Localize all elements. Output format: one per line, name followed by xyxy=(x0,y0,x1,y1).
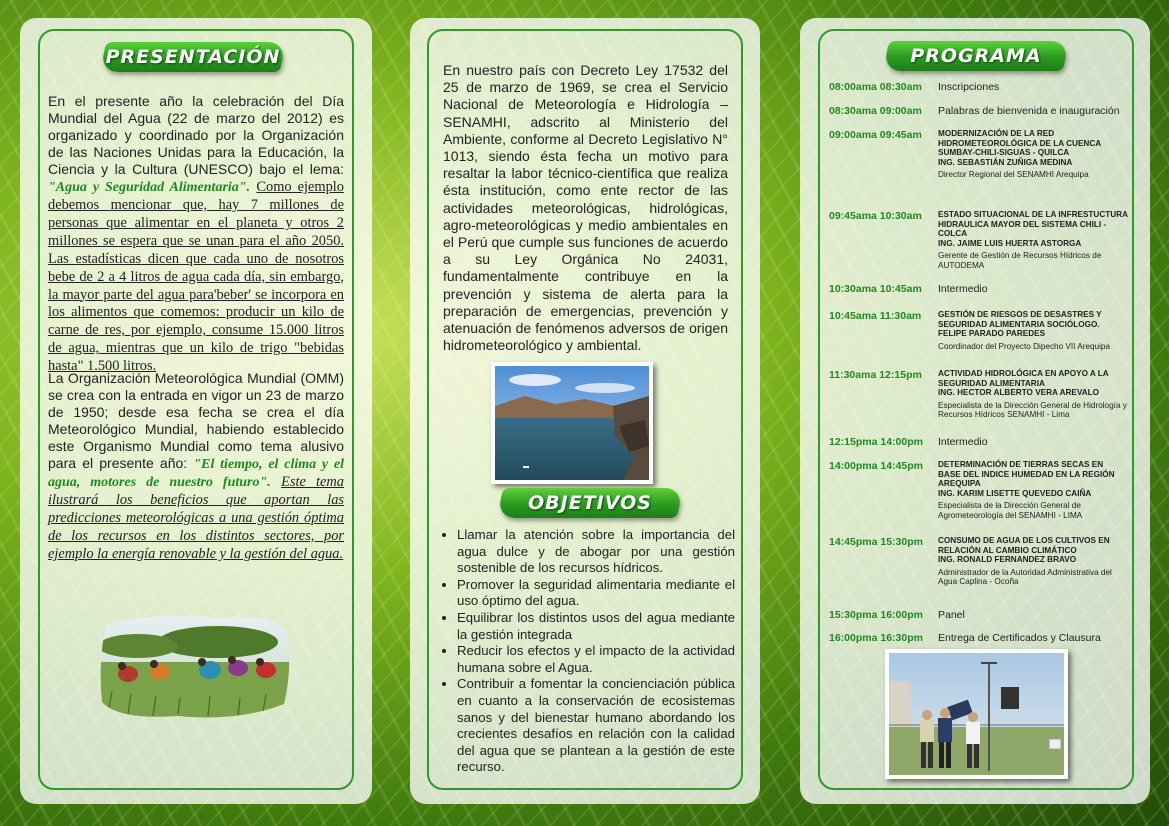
schedule-time: 09:45ama 10:30am xyxy=(829,210,922,222)
objective-item: • Contribuir a fomentar la concienciación pública en cuanto a la conservación de ecosistemas sanos y del bienestar humano abordando los crecientes desafíos en relación con la calidad del agua que se plantean a la gestión de este recurso. xyxy=(457,676,735,776)
objective-item: • Promover la seguridad alimentaria mediante el uso óptimo del agua. xyxy=(457,577,735,610)
senamhi-paragraph: En nuestro país con Decreto Ley 17532 del 25 de marzo de 1969, se crea el Servicio Nacional de Meteorología e Hidrología – SENAMHI, adscrito al Ministerio del Ambiente, conforme al Decreto Legislativo N° 1013, siendo ésta fecha un motivo para resaltar la labor técnico-científica que realiza ésta institución, como ente rector de las actividades meteorológicas, hidrológicas, agro-meteorológicas y medio ambientales en el Perú que cumple sus funciones de acuerdo a su Ley Orgánica No 24031, fundamentalmente contribuye en la prevención y sistema de alerta para la preparación de emergencias, prevención y atenuación de fenómenos adversos de origen hidrometeorológico y ambiental. xyxy=(443,62,728,354)
presentacion-motto: "Agua y Seguridad Alimentaria". xyxy=(48,180,251,195)
schedule-time: 08:00ama 08:30am xyxy=(829,81,922,93)
objective-item: • Reducir los efectos y el impacto de la actividad humana sobre el Agua. xyxy=(457,643,735,676)
schedule-time: 09:00ama 09:45am xyxy=(829,129,922,141)
presentacion-banner xyxy=(100,42,286,72)
omm-intro-text: La Organización Meteorológica Mundial (OMM) se crea con la entrada en vigor un 23 de marzo de 1950; desde esa fecha se crea el día Meteorológico Mundial, habiendo establecido este Organismo Mundial como tema alusivo para el presente año: xyxy=(48,370,344,471)
schedule-time: 12:15pma 14:00pm xyxy=(829,436,923,448)
schedule-activity: Intermedio xyxy=(938,436,988,448)
speaker-name: ING. SEBASTIÁN ZUÑIGA MEDINA xyxy=(938,157,1073,167)
objetivos-banner xyxy=(497,488,683,518)
programa-banner xyxy=(883,41,1069,71)
programa-heading: PROGRAMA xyxy=(910,45,1042,67)
lake-reservoir-photo xyxy=(491,362,653,484)
talk-title: ESTADO SITUACIONAL DE LA INFRESTUCTURA HIDRAULICA MAYOR DEL SISTEMA CHILI - COLCA xyxy=(938,210,1128,239)
objectives-list xyxy=(432,527,735,776)
objetivos-heading: OBJETIVOS xyxy=(528,492,652,514)
speaker-name: ING. RONALD FERNANDEZ BRAVO xyxy=(938,555,1077,565)
talk-title: MODERNIZACIÓN DE LA RED HIDROMETEOROLÓGICA DE LA CUENCA SUMBAY-CHILI-SIGUAS - QUILCA xyxy=(938,129,1101,158)
speaker-name: ING. JAIME LUIS HUERTA ASTORGA xyxy=(938,238,1082,248)
objective-item: • Llamar la atención sobre la importancia del agua dulce y de abogar por una gestión sostenible de los recursos hídricos. xyxy=(457,527,735,577)
talk-title: ACTIVIDAD HIDROLÓGICA EN APOYO A LA SEGURIDAD ALIMENTARIA xyxy=(938,369,1109,388)
talk-title: GESTIÓN DE RIESGOS DE DESASTRES Y SEGURIDAD ALIMENTARIA SOCIÓLOGO. FELIPE PARADO PAREDES xyxy=(938,310,1102,339)
schedule-time: 15:30pma 16:00pm xyxy=(829,609,923,621)
schedule-time: 10:30ama 10:45am xyxy=(829,283,922,295)
farmers-rice-field-photo xyxy=(98,612,292,722)
presentacion-heading: PRESENTACIÓN xyxy=(105,46,281,68)
schedule-time: 08:30ama 09:00am xyxy=(829,105,922,117)
presentacion-intro-text: En el presente año la celebración del Día Mundial del Agua (22 de marzo del 2012) es organizado y coordinado por la Organización de las Naciones Unidas para la Educación, la Ciencia y la Cultura (UNESCO) bajo el lema: xyxy=(48,93,344,177)
talk-title: DETERMINACIÓN DE TIERRAS SECAS EN BASE DEL INDICE HUMEDAD EN LA REGIÓN AREQUIPA xyxy=(938,460,1115,489)
presentacion-water-facts: Como ejemplo debemos mencionar que, hay 7 millones de personas que alimentar en el planeta y otros 2 millones se espera que se unan para el año 2050. Las estadísticas dicen que cada uno de nosotros bebe de 2 a 4 litros de agua cada día, sin embargo, la mayor parte del agua para'beber' se incorpora en los alimentos que comemos: producir un kilo de carne de res, por ejemplo, consume 15.000 litros de agua, mientras que un kilo de trigo "bebidas hasta" 1.500 litros. xyxy=(48,179,344,375)
speaker-role: Especialista de la Dirección General de Agrometeorología del SENAMHI - LIMA xyxy=(938,501,1083,520)
schedule-time: 11:30ama 12:15pm xyxy=(829,369,922,381)
talk-title: CONSUMO DE AGUA DE LOS CULTIVOS EN RELACIÓN AL CAMBIO CLIMÁTICO xyxy=(938,536,1110,555)
schedule-activity: Intermedio xyxy=(938,283,988,295)
speaker-role: Director Regional del SENAMHI Arequipa xyxy=(938,170,1089,180)
schedule-time: 10:45ama 11:30am xyxy=(829,310,922,322)
omm-motto: "El tiempo, el clima y el agua, motores de nuestro futuro". xyxy=(48,457,345,490)
speaker-name: ING. KARIM LISETTE QUEVEDO CAIÑA xyxy=(938,488,1092,498)
schedule-time: 14:00pma 14:45pm xyxy=(829,460,923,472)
schedule-activity: Panel xyxy=(938,609,965,621)
schedule-activity: Entrega de Certificados y Clausura xyxy=(938,632,1101,644)
schedule-activity: Inscripciones xyxy=(938,81,1000,93)
presentacion-paragraph-1 xyxy=(48,93,344,375)
schedule-activity: Palabras de bienvenida e inauguración xyxy=(938,105,1120,117)
schedule-time: 16:00pma 16:30pm xyxy=(829,632,923,644)
omm-theme-text: Este tema ilustrará los beneficios que aportan las predicciones meteorológicas a una gestión óptima de los recursos en los distintos sectores, por ejemplo la energía renovable y la gestión del agua. xyxy=(48,474,344,562)
weather-station-photo xyxy=(885,649,1068,779)
presentacion-paragraph-2 xyxy=(48,370,344,563)
schedule-time: 14:45pma 15:30pm xyxy=(829,536,923,548)
speaker-name: ING. HECTOR ALBERTO VERA AREVALO xyxy=(938,388,1100,398)
speaker-role: Gerente de Gestión de Recursos Hídricos de AUTODEMA xyxy=(938,251,1102,270)
speaker-role: Administrador de la Autoridad Administrativa del Agua Caplina - Ocoña xyxy=(938,567,1112,587)
speaker-role: Especialista de la Dirección General de Hidrología y Recursos Hídricos SENAMHI - Lima xyxy=(938,400,1127,420)
objective-item: • Equilibrar los distintos usos del agua mediante la gestión integrada xyxy=(457,610,735,643)
speaker-role: Coordinador del Proyecto Dipecho VII Arequipa xyxy=(938,341,1111,351)
